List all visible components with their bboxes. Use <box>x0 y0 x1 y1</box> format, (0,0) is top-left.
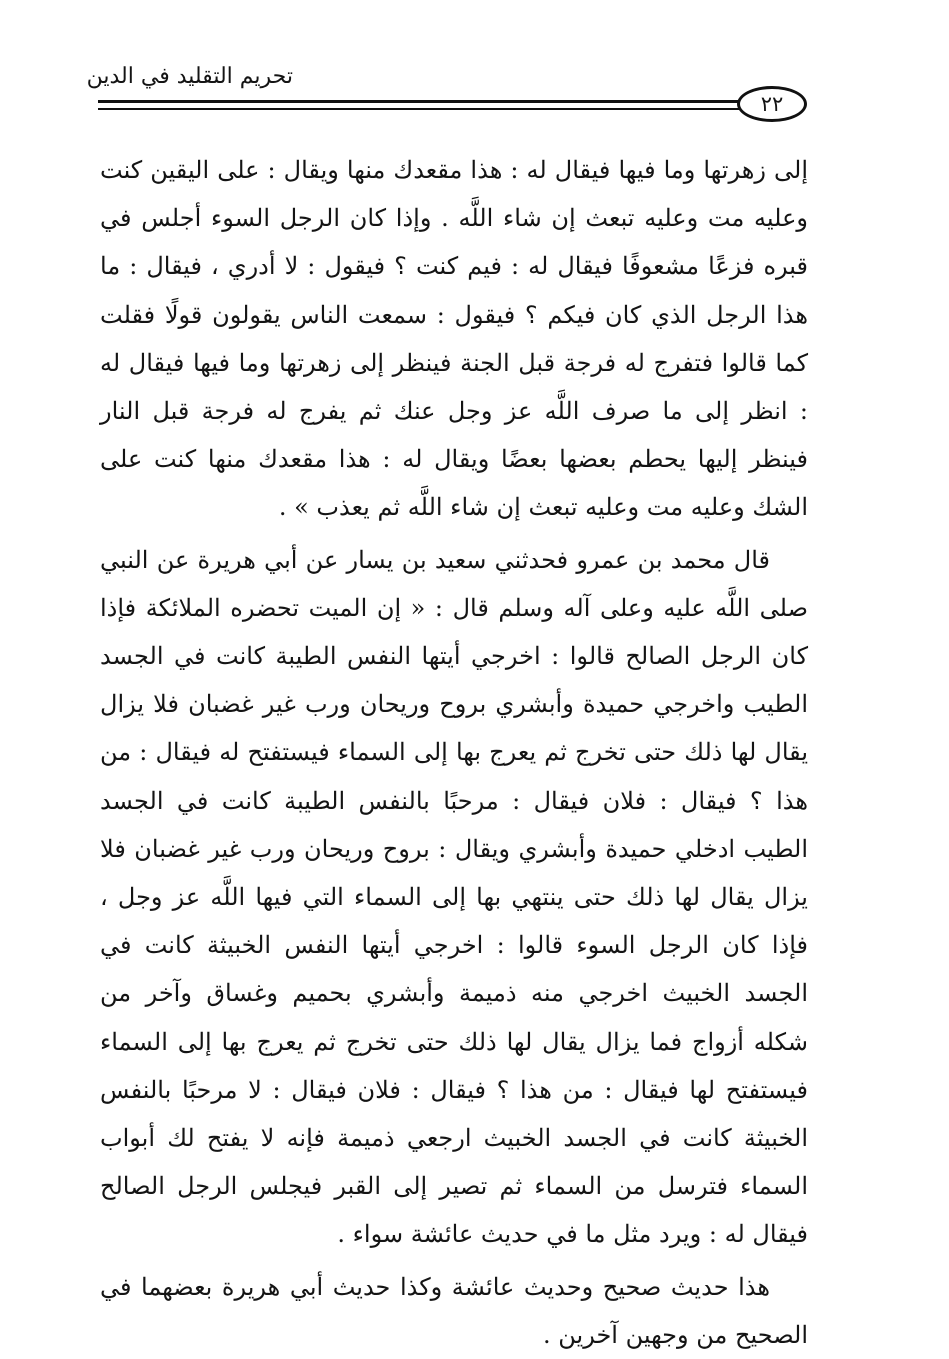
paragraph-hadith-narration: قال محمد بن عمرو فحدثني سعيد بن يسار عن أبي هريرة عن النبي صلى اللَّه عليه وعلى آله وسلم قال : « إن الميت تحضره الملائكة فإذا كان الرجل الصالح قالوا : اخرجي أيتها النفس الطيبة كانت في الجسد الطيب واخرجي حميدة وأبشري بروح وريحان ورب غير غضبان فلا يزال يقال لها ذلك حتى تخرج ثم يعرج بها إلى السماء فيستفتح له فيقال : من هذا ؟ فيقال : فلان فيقال : مرحبًا بالنفس الطيبة كانت في الجسد الطيب ادخلي حميدة وأبشري ويقال : بروح وريحان ورب غير غضبان فلا يزال يقال لها ذلك حتى ينتهي بها إلى السماء التي فيها اللَّه عز وجل ، فإذا كان الرجل السوء قالوا : اخرجي أيتها النفس الخبيثة كانت في الجسد الخبيث اخرجي منه ذميمة وأبشري بحميم وغساق وآخر من شكله أزواج فما يزال يقال لها ذلك حتى تخرج ثم يعرج بها إلى السماء فيستفتح لها فيقال : من هذا ؟ فيقال : فلان فيقال : لا مرحبًا بالنفس الخبيثة كانت في الجسد الخبيث ارجعي ذميمة فإنه لا يفتح لك أبواب السماء فترسل من السماء ثم تصير إلى القبر فيجلس الرجل الصالح فيقال له : ويرد مثل ما في حديث عائشة سواء . <box>100 545 809 1249</box>
page-number: ٢٢ <box>760 92 784 116</box>
body-text <box>100 146 808 1359</box>
running-header-title: تحريم التقليد في الدين <box>86 64 293 89</box>
page-number-badge <box>737 86 807 122</box>
paragraph-continuation: إلى زهرتها وما فيها فيقال له : هذا مقعدك منها ويقال : على اليقين كنت وعليه مت وعليه تبعث إن شاء اللَّه . وإذا كان الرجل السوء أجلس في قبره فزعًا مشعوفًا فيقال له : فيم كنت ؟ فيقول : لا أدري ، فيقال : ما هذا الرجل الذي كان فيكم ؟ فيقول : سمعت الناس يقولون قولًا فقلت كما قالوا فتفرج له فرجة قبل الجنة فينظر إلى زهرتها وما فيها فيقال له : انظر إلى ما صرف اللَّه عز وجل عنك ثم يفرج له فرجة قبل النار فينظر إليها يحطم بعضها بعضًا ويقال له : هذا مقعدك منها كنت على الشك وعليه مت وعليه تبعث إن شاء اللَّه ثم يعذب » . <box>100 156 808 522</box>
header-rule-thin <box>98 108 804 110</box>
header-rule-thick <box>98 100 804 103</box>
paragraph-grading: هذا حديث صحيح وحديث عائشة وكذا حديث أبي هريرة بعضهما في الصحيح من وجهين آخرين . <box>100 1272 808 1349</box>
